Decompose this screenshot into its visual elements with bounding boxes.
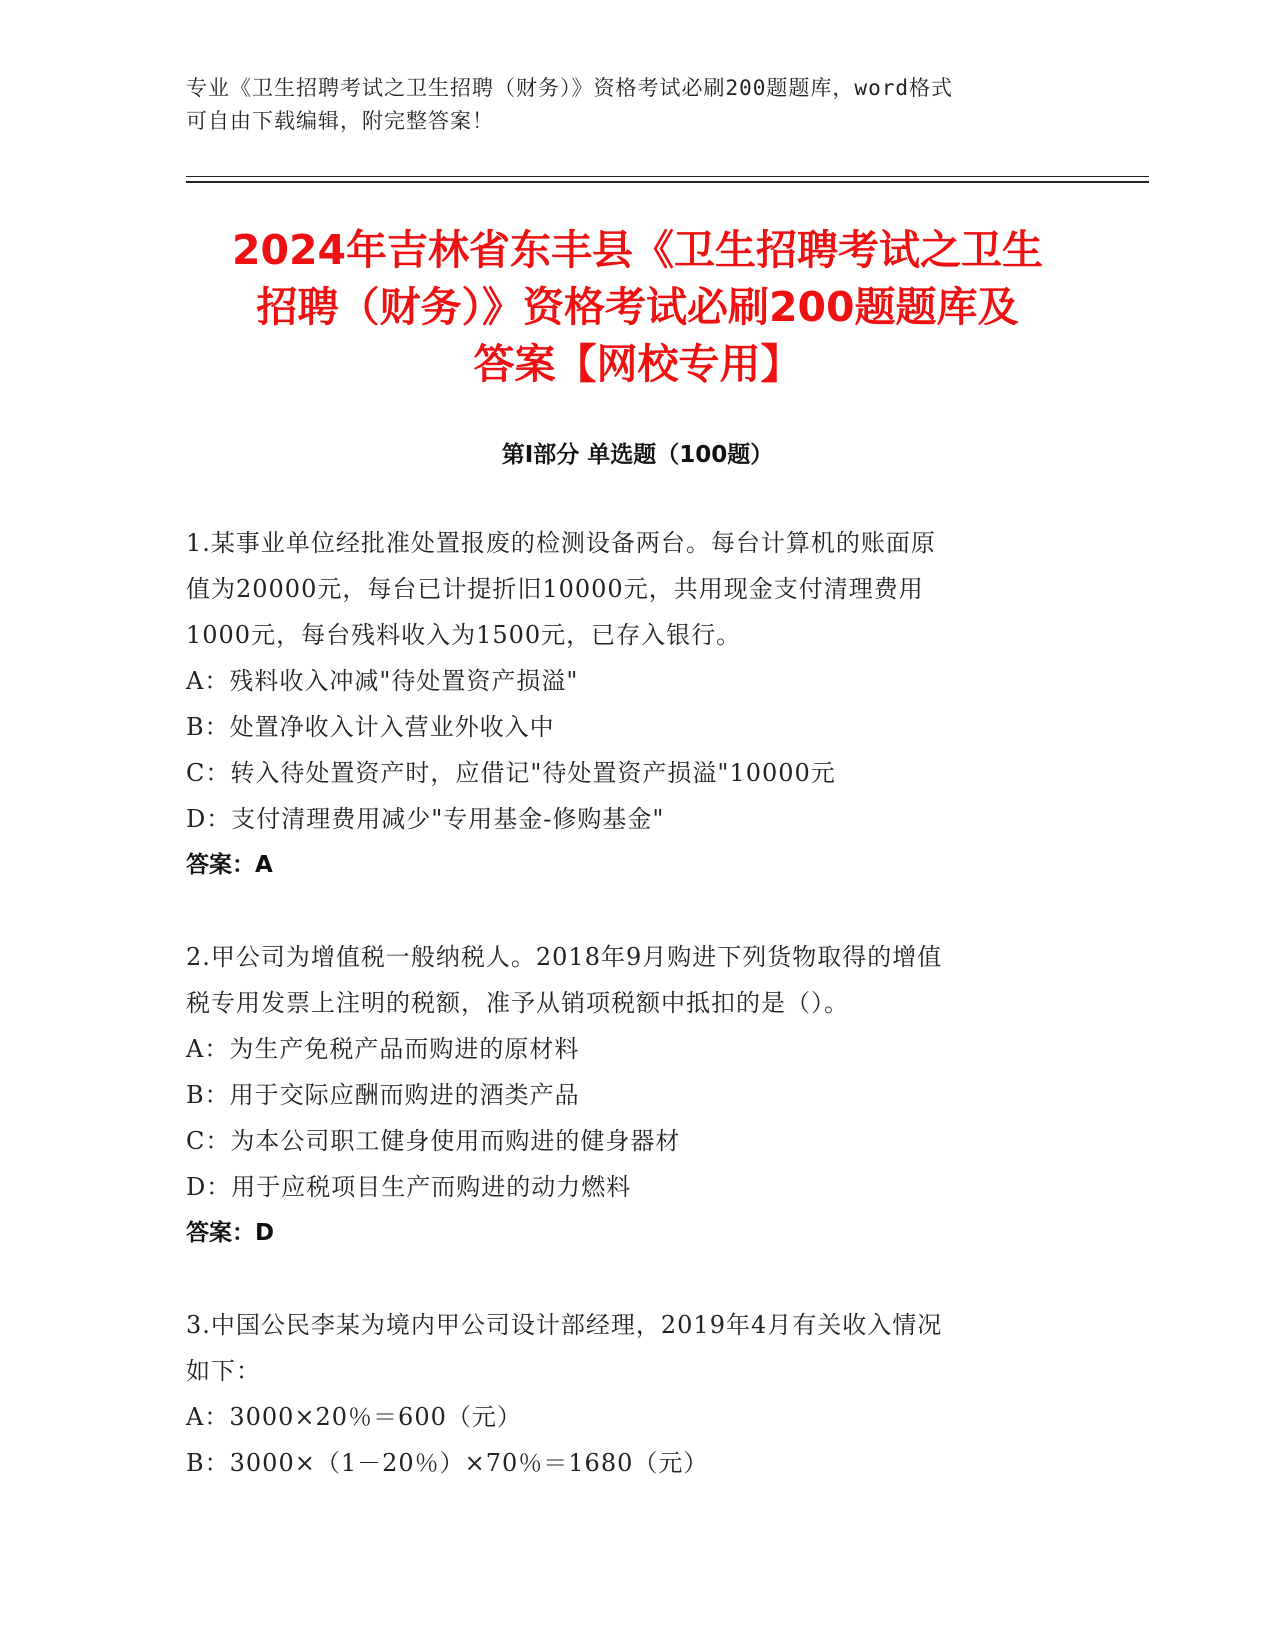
title-line-2: 招聘（财务）》资格考试必刷200题题库及 (256, 283, 1019, 331)
header-note (186, 72, 1066, 138)
question-3 (186, 1302, 1086, 1486)
section-title: 第Ⅰ部分 单选题（100题） (501, 442, 774, 468)
question-spacer (186, 888, 1086, 934)
question-3-option-a: A：3000×20％＝600（元） (186, 1403, 522, 1431)
question-1-option-d: D：支付清理费用减少"专用基金-修购基金" (186, 805, 665, 833)
question-1-option-a: A：残料收入冲减"待处置资产损溢" (186, 667, 579, 695)
header-note-line-2: 可自由下载编辑，附完整答案！ (186, 109, 494, 133)
question-2-option-d: D：用于应税项目生产而购进的动力燃料 (186, 1173, 632, 1201)
question-1-stem-line-3: 1000元，每台残料收入为1500元，已存入银行。 (186, 621, 742, 649)
question-2-stem-line-2: 税专用发票上注明的税额，准予从销项税额中抵扣的是（）。 (186, 989, 849, 1017)
question-1-option-c: C：转入待处置资产时，应借记"待处置资产损溢"10000元 (186, 759, 836, 787)
question-1-stem-line-2: 值为20000元，每台已计提折旧10000元，共用现金支付清理费用 (186, 575, 924, 603)
question-1 (186, 520, 1086, 888)
header-note-line-1: 专业《卫生招聘考试之卫生招聘（财务）》资格考试必刷200题题库，word格式 (186, 76, 953, 100)
question-2-option-a: A：为生产免税产品而购进的原材料 (186, 1035, 580, 1063)
question-2-option-c: C：为本公司职工健身使用而购进的健身器材 (186, 1127, 681, 1155)
question-2-option-b: B：用于交际应酬而购进的酒类产品 (186, 1081, 580, 1109)
document-title (150, 222, 1125, 393)
question-3-stem-line-1: 3.中国公民李某为境内甲公司设计部经理，2019年4月有关收入情况 (186, 1311, 943, 1339)
question-1-answer: 答案：A (186, 852, 273, 878)
title-line-1: 2024年吉林省东丰县《卫生招聘考试之卫生 (231, 226, 1044, 274)
question-3-option-b: B：3000×（1－20％）×70％＝1680（元） (186, 1449, 709, 1477)
title-line-3: 答案【网校专用】 (473, 340, 802, 388)
question-2-answer: 答案：D (186, 1220, 275, 1246)
question-1-option-b: B：处置净收入计入营业外收入中 (186, 713, 555, 741)
header-divider-thin (186, 176, 1149, 177)
question-3-stem-line-2: 如下： (186, 1357, 261, 1385)
question-1-stem-line-1: 1.某事业单位经批准处置报废的检测设备两台。每台计算机的账面原 (186, 529, 936, 557)
question-list (186, 520, 1086, 1486)
question-2 (186, 934, 1086, 1256)
question-2-stem-line-1: 2.甲公司为增值税一般纳税人。2018年9月购进下列货物取得的增值 (186, 943, 943, 971)
header-divider-thick (186, 181, 1149, 183)
question-spacer (186, 1256, 1086, 1302)
